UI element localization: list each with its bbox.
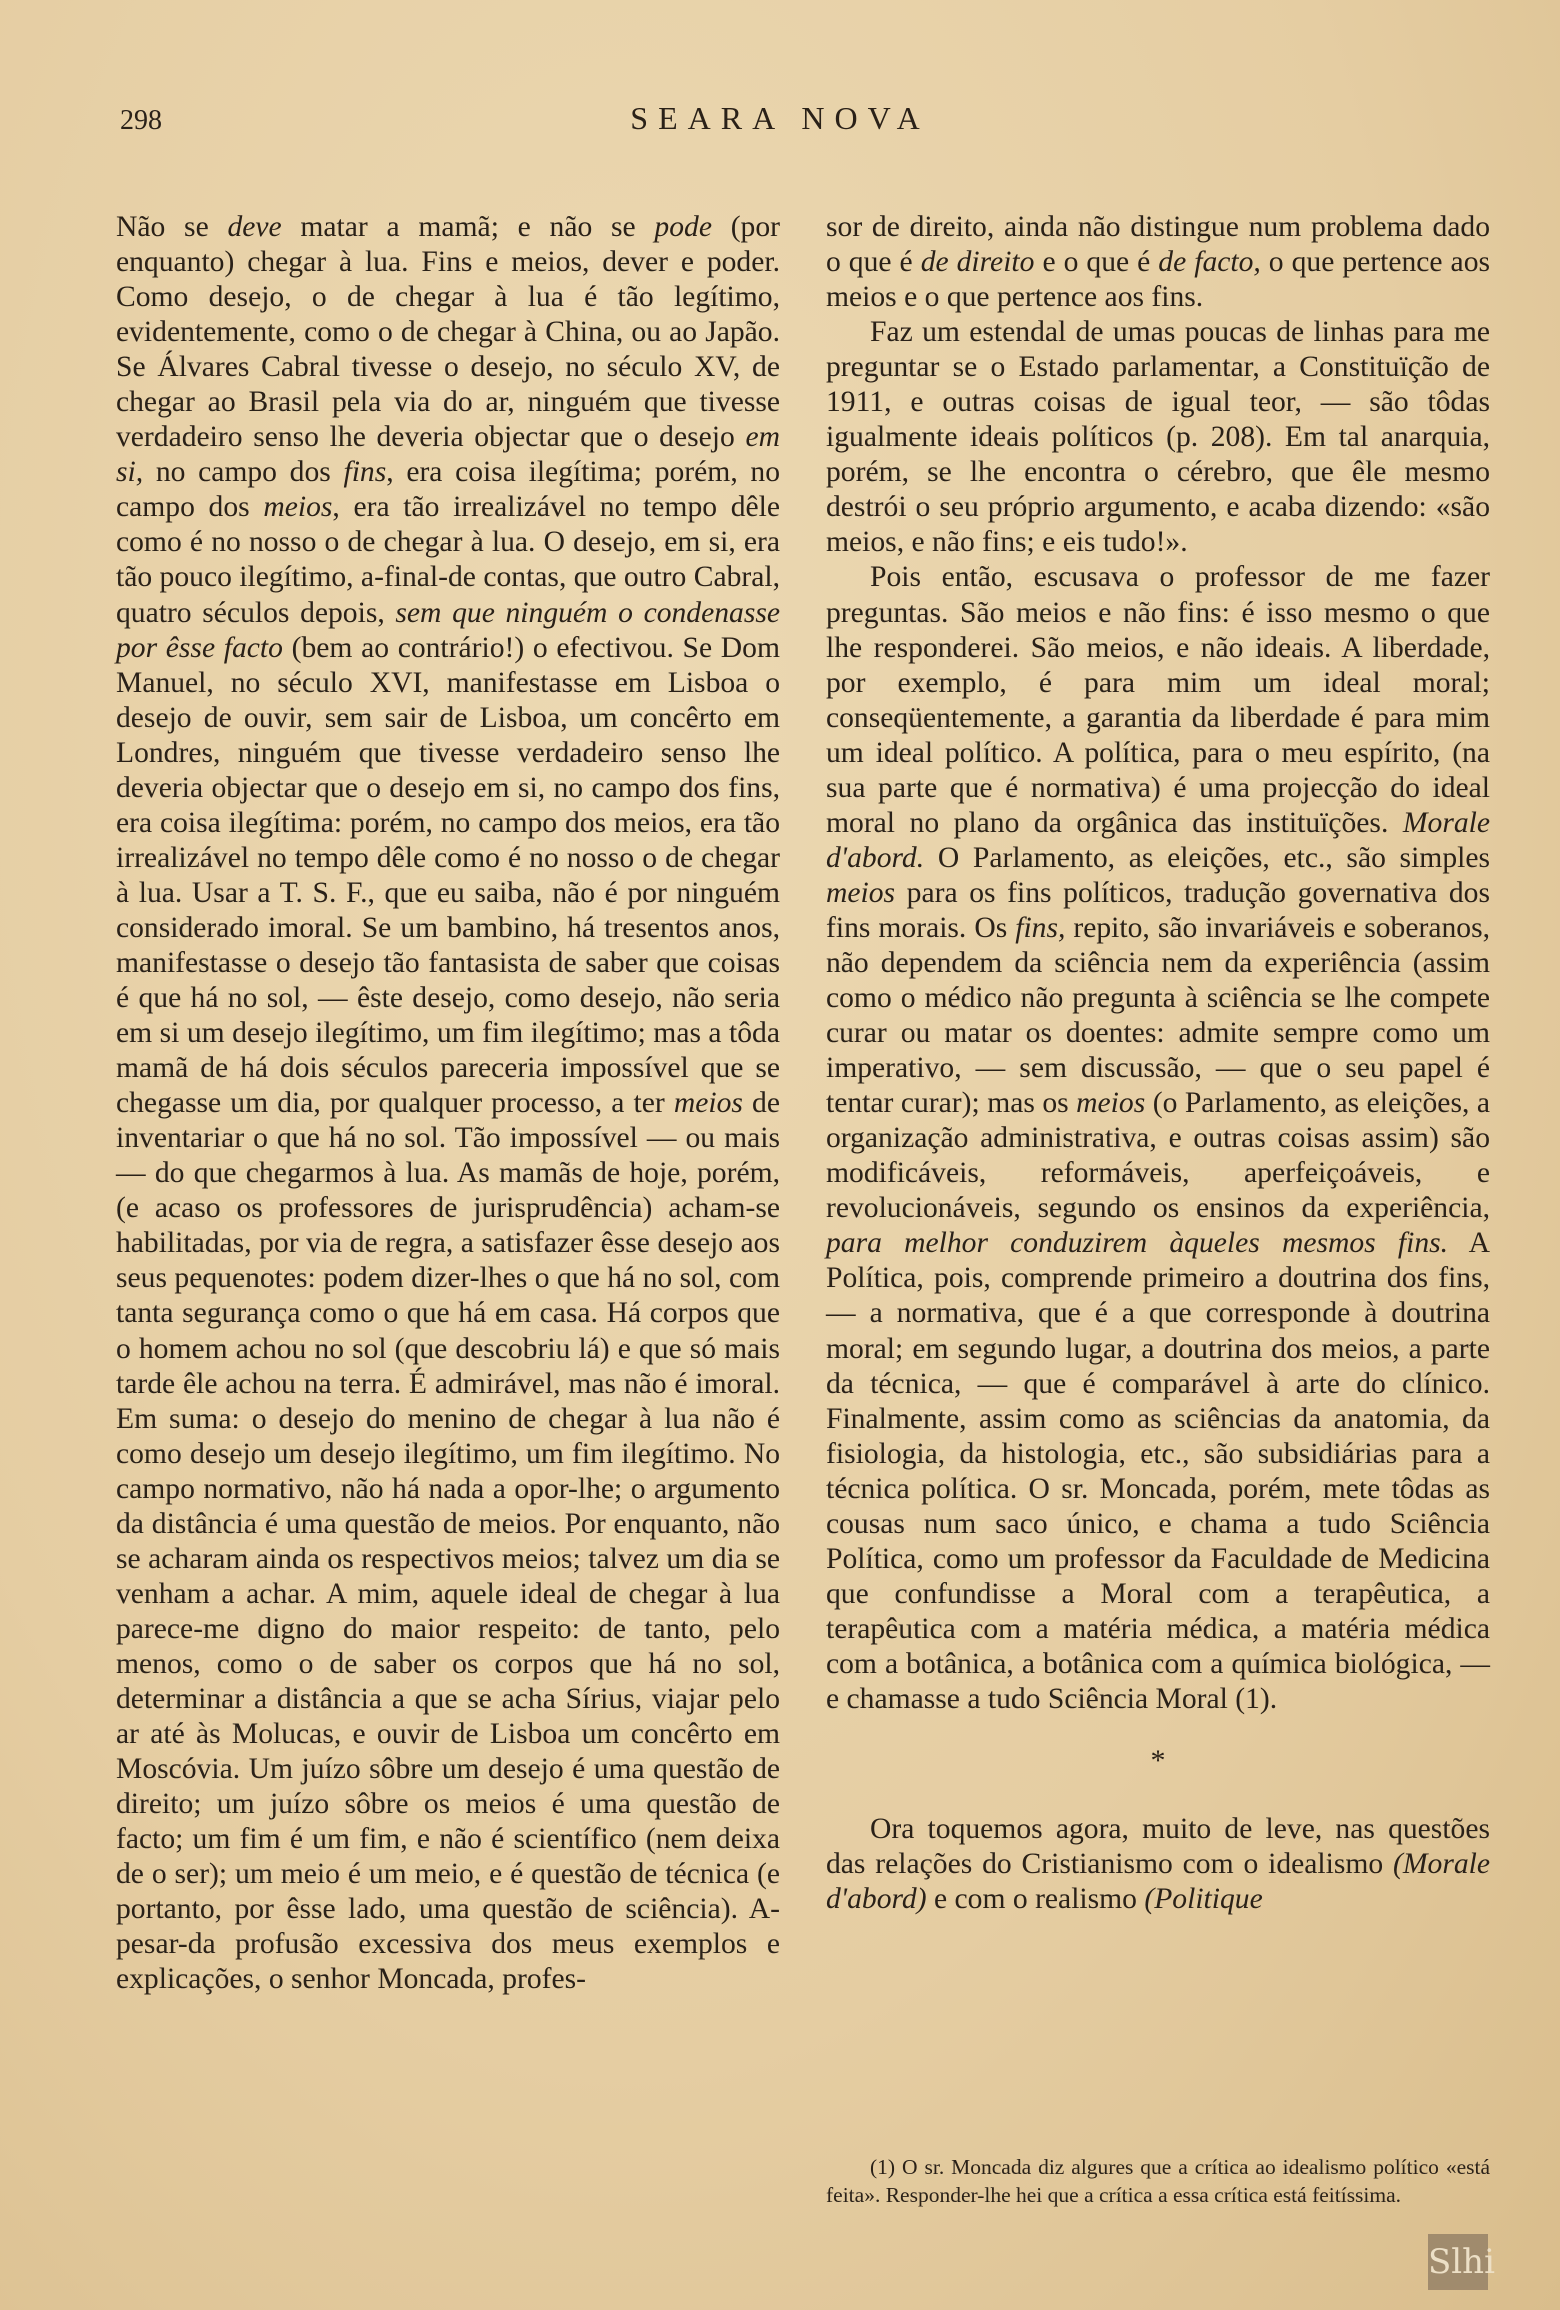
footnote-text: (1) O sr. Moncada diz algures que a crítica ao idealismo político «está feita». Responder-lhe hei que a crítica a essa crítica está feitíssima.: [826, 2155, 1490, 2207]
library-logo: Slhi: [1428, 2234, 1488, 2290]
right-column: [826, 210, 1490, 1917]
paragraph: Ora toquemos agora, muito de leve, nas questões das relações do Cristianismo com o idealismo (Morale d'abord) e com o realismo (Politique: [826, 1813, 1490, 1916]
paragraph: sor de direito, ainda não distingue num problema dado o que é de direito e o que é de facto, o que pertence aos meios e o que pertence aos fins.: [826, 211, 1491, 314]
paragraph: Pois então, escusava o professor de me fazer preguntas. São meios e não fins: é isso mesmo o que lhe responderei. São meios, e não ideais. A liberdade, por exemplo, é para mim um ideal moral; conseqüentemente, a garantia da liberdade é para mim um ideal político. A política, para o meu espírito, (na sua parte que é normativa) é uma projecção do ideal moral no plano da orgânica das instituïções. Morale d'abord. O Parlamento, as eleições, etc., são simples meios para os fins políticos, tradução governativa dos fins morais. Os fins, repito, são invariáveis e soberanos, não dependem da sciência nem da experiência (assim como o médico não pregunta à sciência se lhe compete curar ou matar os doentes: admite sempre como um imperativo, — sem discussão, — que o seu papel é tentar curar); mas os meios (o Parlamento, as eleições, a organização administrativa, e outras coisas assim) são modificáveis, reformáveis, aperfeiçoáveis, e revolucionáveis, segundo os ensinos da experiência, para melhor conduzirem àqueles mesmos fins. A Política, pois, comprende primeiro a doutrina dos fins, — a normativa, que é a que corresponde à doutrina moral; em segundo lugar, a doutrina dos meios, a parte da técnica, — que é comparável à arte do clínico. Finalmente, assim como as sciências da anatomia, da fisiologia, da histologia, etc., são subsidiárias para a técnica política. O sr. Moncada, porém, mete tôdas as cousas num saco único, e chama a tudo Sciência Política, como um professor da Faculdade de Medicina que confundisse a Moral com a terapêutica, a terapêutica com a matéria médica, a matéria médica com a botânica, a botânica com a química biológica, — e chamasse a tudo Sciência Moral (1).: [826, 561, 1490, 1715]
running-head: SEARA NOVA: [630, 100, 930, 136]
page-number: 298: [120, 105, 162, 136]
left-column: [116, 210, 780, 1997]
section-separator: *: [1150, 1744, 1166, 1778]
paragraph: Não se deve matar a mamã; e não se pode (por enquanto) chegar à lua. Fins e meios, dever e poder. Como desejo, o de chegar à lua é tão legítimo, evidentemente, como o de chegar à China, ou ao Japão. Se Álvares Cabral tivesse o desejo, no século XV, de chegar ao Brasil pela via do ar, ninguém que tivesse verdadeiro senso lhe deveria objectar que o desejo em si, no campo dos fins, era coisa ilegítima; porém, no campo dos meios, era tão irrealizável no tempo dêle como é no nosso o de chegar à lua. O desejo, em si, era tão pouco ilegítimo, a-final-de contas, que outro Cabral, quatro séculos depois, sem que ninguém o condenasse por êsse facto (bem ao contrário!) o efectivou. Se Dom Manuel, no século XVI, manifestasse em Lisboa o desejo de ouvir, sem sair de Lisboa, um concêrto em Londres, ninguém que tivesse verdadeiro senso lhe deveria objectar que o desejo em si, no campo dos fins, era coisa ilegítima: porém, no campo dos meios, era tão irrealizável no tempo dêle como é no nosso o de chegar à lua. Usar a T. S. F., que eu saiba, não é por ninguém considerado imoral. Se um bambino, há tresentos anos, manifestasse o desejo tão fantasista de saber que coisas é que há no sol, — êste desejo, como desejo, não seria em si um desejo ilegítimo, um fim ilegítimo; mas a tôda mamã de há dois séculos pareceria impossível que se chegasse um dia, por qualquer processo, a ter meios de inventariar o que há no sol. Tão impossível — ou mais — do que chegarmos à lua. As mamãs de hoje, porém, (e acaso os professores de jurisprudência) acham-se habilitadas, por via de regra, a satisfazer êsse desejo aos seus pequenotes: podem dizer-lhes o que há no sol, com tanta segurança como o que há em casa. Há corpos que o homem achou no sol (que descobriu lá) e que só mais tarde êle achou na terra. É admirável, mas não é imoral. Em suma: o desejo do menino de chegar à lua não é como desejo um desejo ilegítimo, um fim ilegítimo. No campo normativo, não há nada a opor-lhe; o argumento da distância é uma questão de meios. Por enquanto, não se acharam ainda os respectivos meios; talvez um dia se venham a achar. A mim, aquele ideal de chegar à lua parece-me digno do maior respeito: de tanto, pelo menos, como o de saber os corpos que há no sol, determinar a distância a que se acha Sírius, viajar pelo ar até às Molucas, e ouvir de Lisboa um concêrto em Moscóvia. Um juízo sôbre um desejo é uma questão de direito; um juízo sôbre os meios é uma questão de facto; um fim é um fim, e não é scientífico (nem deixa de o ser); um meio é um meio, e é questão de técnica (e portanto, por êsse lado, uma questão de sciência). A-pesar-da profusão excessiva dos meus exemplos e explicações, o senhor Moncada, profes-: [116, 211, 781, 1996]
paragraph: Faz um estendal de umas poucas de linhas para me preguntar se o Estado parlamentar, a Constituïção de 1911, e outras coisas de igual teor, — são tôdas igualmente ideais políticos (p. 208). Em tal anarquia, porém, se lhe encontra o cérebro, que êle mesmo destrói o seu próprio argumento, e acaba dizendo: «são meios, e não fins; e eis tudo!».: [826, 316, 1490, 559]
footnote: [826, 2153, 1490, 2209]
